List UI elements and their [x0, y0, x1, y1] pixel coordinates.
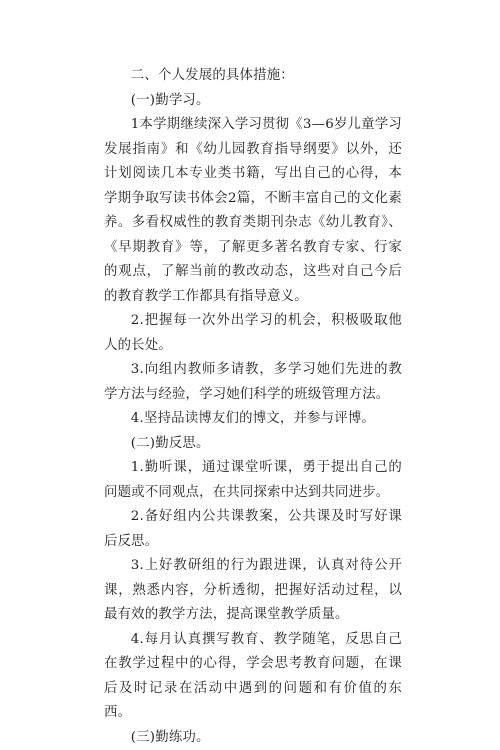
paragraph-study-1: 1本学期继续深入学习贯彻《3—6岁儿童学习发展指南》和《幼儿园教育指导纲要》以外，还计划阅读几本专业类书籍，写出自己的心得，本学期争取写读书体会2篇，不断丰富自己的文化素养。多看权威性的教育类期刊杂志《幼儿教育》、《早期教育》等，了解更多著名教育专家、行家的观点，了解当前的教改动态，这些对自己今后的教育教学工作都具有指导意义。	[104, 113, 402, 309]
document-body	[104, 64, 402, 750]
paragraph-study-4: 4.坚持品读博友们的博文，并参与评博。	[104, 407, 402, 432]
subsection-heading-practice: (三)勤练功。	[104, 726, 402, 750]
paragraph-reflect-3: 3.上好教研组的行为跟进课，认真对待公开课，熟悉内容，分析透彻，把握好活动过程，以最有效的教学方法，提高课堂教学质量。	[104, 554, 402, 628]
paragraph-study-2: 2.把握每一次外出学习的机会，积极吸取他人的长处。	[104, 309, 402, 358]
paragraph-reflect-1: 1.勤听课，通过课堂听课，勇于提出自己的问题或不同观点，在共同探索中达到共同进步。	[104, 456, 402, 505]
paragraph-study-3: 3.向组内教师多请教，多学习她们先进的教学方法与经验，学习她们科学的班级管理方法。	[104, 358, 402, 407]
section-heading: 二、个人发展的具体措施：	[104, 64, 402, 89]
subsection-heading-study: (一)勤学习。	[104, 89, 402, 114]
paragraph-reflect-2: 2.备好组内公共课教案，公共课及时写好课后反思。	[104, 505, 402, 554]
subsection-heading-reflect: (二)勤反思。	[104, 432, 402, 457]
paragraph-reflect-4: 4.每月认真撰写教育、教学随笔，反思自己在教学过程中的心得，学会思考教育问题，在课后及时记录在活动中遇到的问题和有价值的东西。	[104, 628, 402, 726]
